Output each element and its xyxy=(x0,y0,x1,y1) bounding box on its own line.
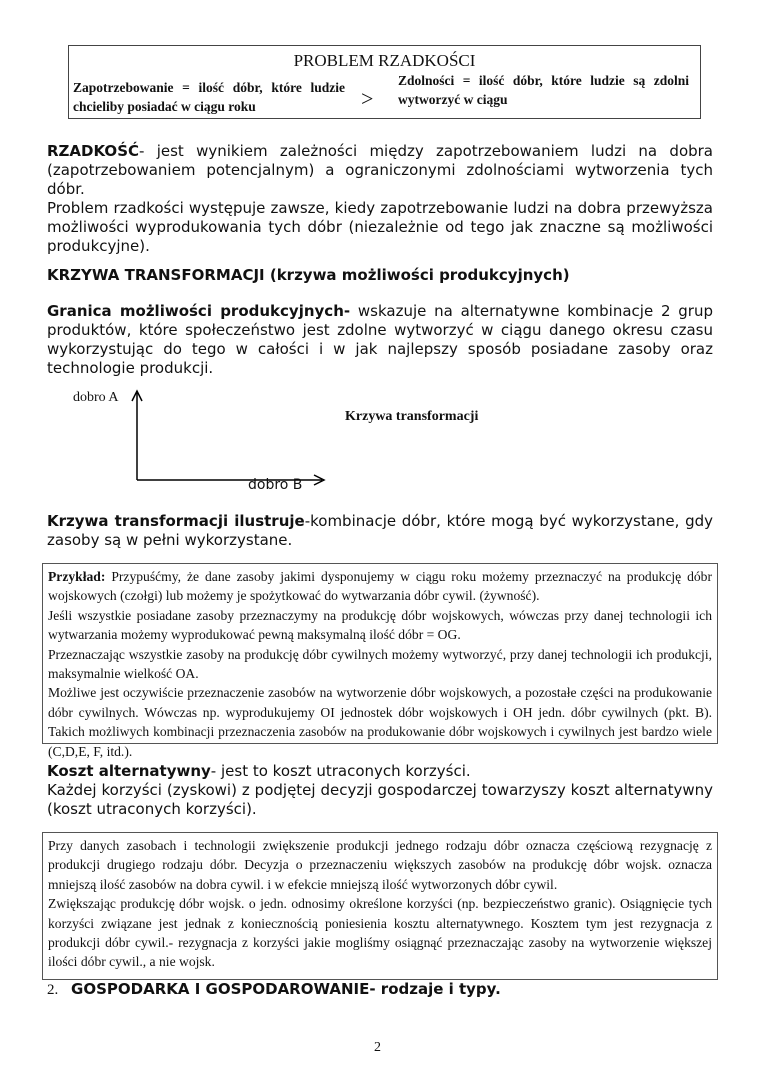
section-number: 2. xyxy=(47,982,59,998)
krzywa-heading: KRZYWA TRANSFORMACJI (krzywa możliwości produkcyjnych) xyxy=(47,266,570,284)
page-number: 2 xyxy=(374,1040,381,1055)
y-axis-label: dobro A xyxy=(73,390,119,405)
ilustruje-paragraph xyxy=(47,512,713,550)
granica-paragraph xyxy=(47,302,713,378)
koszt-box xyxy=(42,832,718,980)
rzadkosc-definition: - jest wynikiem zależności między zapotrzebowaniem ludzi na dobra (zapotrzebowaniem potencjalnym) a ograniczonymi zdolnościami wytworzenia tych dóbr. xyxy=(47,142,713,198)
ilustruje-text: -kombinacje dóbr, które mogą być wykorzystane, gdy zasoby są w pełni wykorzystane. xyxy=(47,512,714,549)
greater-than-sign: > xyxy=(361,86,374,111)
koszt-paragraph xyxy=(47,762,713,819)
koszt-text: - jest to koszt utraconych korzyści. xyxy=(210,762,471,780)
section-title: GOSPODARKA I GOSPODAROWANIE- rodzaje i typy. xyxy=(71,980,501,998)
capacity-definition: Zdolności = ilość dóbr, które ludzie są zdolni wytworzyć w ciągu xyxy=(398,73,689,107)
demand-definition: Zapotrzebowanie = ilość dóbr, które ludzie chcieliby posiadać w ciągu roku xyxy=(73,80,345,114)
x-axis-label: dobro B xyxy=(248,477,303,493)
granica-term: Granica możliwości produkcyjnych- xyxy=(47,302,351,320)
przyklad-p1: Przypuśćmy, że dane zasoby jakimi dysponujemy w ciągu roku możemy przeznaczyć na produkcję dóbr wojskowych (czołgi) lub możemy je spożytkować do wytwarzania dóbr cywil. (żywność). xyxy=(48,569,712,604)
ilustruje-term: Krzywa transformacji ilustruje xyxy=(47,512,305,530)
koszt-box-p1: Przy danych zasobach i technologii zwiększenie produkcji jednego rodzaju dóbr oznacza częściową rezygnację z produkcji drugiego rodzaju dóbr. Decyzja o przeznaczeniu większych zasobów na produkcję dóbr wojsk. oznacza mniejszą ilość zasobów na dobra cywil. i w efekcie mniejszą ilość wytworzonych dóbr cywil. xyxy=(48,838,712,892)
koszt-p2: Każdej korzyści (zyskowi) z podjętej decyzji gospodarczej towarzyszy koszt alternatywny (koszt utraconych korzyści). xyxy=(47,781,713,818)
rzadkosc-paragraph xyxy=(47,142,713,256)
transformation-diagram xyxy=(60,385,520,495)
koszt-box-p2: Zwiększając produkcję dóbr wojsk. o jedn. odnosimy określone korzyści (np. bezpieczeństwo granic). Osiągnięcie tych korzyści związane jest jednak z koniecznością poniesienia kosztu alternatywnego. Kosztem tym jest rezygnacja z produkcji dóbr cywil.- rezygnacja z korzyści jakie mogliśmy osiągnąć przeznaczając zasoby na wytworzenie większej ilości dóbr cywil., a nie wojsk. xyxy=(48,896,712,970)
granica-text: wskazuje na alternatywne kombinacje 2 grup produktów, które społeczeństwo jest zdolne wytworzyć w ciągu danego okresu czasu wykorzystując do tego w całości i w jak najlepszy sposób posiadane zasoby oraz technologie produkcji. xyxy=(47,302,713,377)
section-2-heading xyxy=(47,980,501,999)
przyklad-p4: Możliwe jest oczywiście przeznaczenie zasobów na wytworzenie dóbr wojskowych, a pozostałe części na produkowanie dóbr cywilnych. Wówczas np. wyprodukujemy OI jednostek dóbr wojskowych i OH jedn. dóbr cywilnych (pkt. B). Takich możliwych kombinacji przeznaczenia zasobów na produkowanie dóbr wojskowych i cywilnych jest bardzo wiele (C,D,E, F, itd.). xyxy=(48,685,712,759)
problem-rzadkosci-box xyxy=(68,45,701,119)
przyklad-box xyxy=(42,563,718,759)
przyklad-p2: Jeśli wszystkie posiadane zasoby przeznaczymy na produkcję dóbr wojskowych, wówczas przy danej technologii ich wytwarzania możemy wyprodukować pewną maksymalną ilość dóbr = OG. xyxy=(48,607,712,643)
rzadkosc-note: Problem rzadkości występuje zawsze, kiedy zapotrzebowanie ludzi na dobra przewyższa możliwości wyprodukowania tych dóbr (niezależnie od tego jak znaczne są możliwości produkcyjne). xyxy=(47,199,713,255)
przyklad-label: Przykład: xyxy=(48,569,106,584)
koszt-term: Koszt alternatywny xyxy=(47,762,211,780)
przyklad-p3: Przeznaczając wszystkie zasoby na produkcję dóbr cywilnych możemy wytworzyć, przy danej technologii ich produkcji, maksymalnie wielkość OA. xyxy=(48,646,712,682)
diagram-title: Krzywa transformacji xyxy=(345,409,479,424)
box-title: PROBLEM RZADKOŚCI xyxy=(293,51,476,70)
rzadkosc-term: RZADKOŚĆ xyxy=(47,142,139,160)
